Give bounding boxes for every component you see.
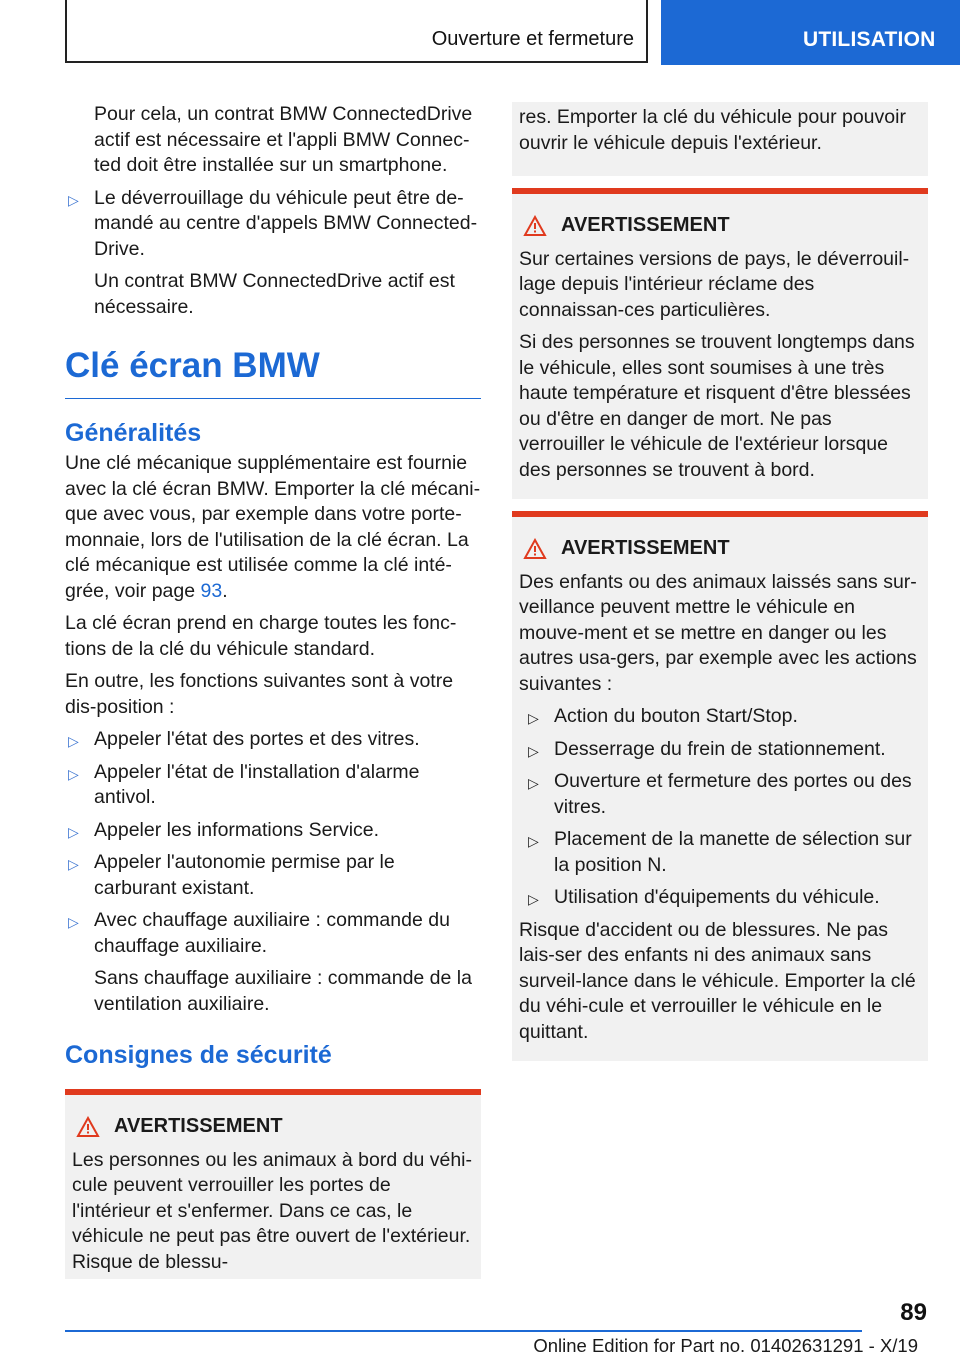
list-item	[65, 850, 481, 901]
left-column	[65, 102, 481, 1279]
list-item-note: Un contrat BMW ConnectedDrive actif est nécessaire.	[94, 270, 455, 318]
warning-text: Si des personnes se trouvent longtemps dans le véhicule, elles sont soumises à une très haute température et risquent d'être blessées ou d'être en danger de mort. Ne pas verrouiller le véhicule de l'extérieur lorsque des personnes se trouvent à bord.	[519, 331, 915, 481]
warning-box	[65, 1089, 481, 1279]
warning-box	[512, 188, 928, 499]
list-item-text: Le déverrouillage du véhicule peut être de-mandé au centre d'appels BMW Connected-Drive.	[94, 186, 478, 260]
chapter-tab	[661, 0, 960, 65]
warning-text: Des enfants ou des animaux laissés sans sur-veillance peuvent mettre le véhicule en mouve-ment et se mettre en danger ou les autres usa-gers, par exemple avec les actions suivantes :	[519, 570, 917, 695]
warning-title-text: AVERTISSEMENT	[561, 537, 730, 559]
list-item	[519, 704, 921, 730]
list-item-text: Placement de la manette de sélection sur la position N.	[554, 828, 912, 876]
list-item	[519, 769, 921, 820]
warning-text: res. Emporter la clé du véhicule pour pouvoir ouvrir le véhicule depuis l'extérieur.	[519, 106, 906, 154]
warning-text: Risque d'accident ou de blessures. Ne pas lais-ser des enfants ni des animaux sans surveil-lance dans le véhicule. Emporter la clé du véhi-cule et verrouiller le véhicule en le quittant.	[519, 918, 916, 1043]
list-item-text: Desserrage du frein de stationnement.	[554, 737, 886, 760]
footer-divider	[65, 1330, 862, 1332]
warning-title	[72, 1114, 474, 1140]
list-item-note: Sans chauffage auxiliaire : commande de la ventilation auxiliaire.	[94, 967, 472, 1015]
list-item-text: Utilisation d'équipements du véhicule.	[554, 886, 880, 908]
list-item	[519, 737, 921, 763]
page-number: 89	[900, 1299, 927, 1326]
warning-text: Sur certaines versions de pays, le déverrouil-lage depuis l'intérieur réclame des connaissan-ces particulières.	[519, 247, 910, 321]
warning-text: Les personnes ou les animaux à bord du véhi-cule peuvent verrouiller les portes de l'intérieur et s'enfermer. Dans ce cas, le véhicule ne peut pas être ouvert de l'extérieur. Risque de blessu-	[72, 1148, 472, 1273]
paragraph-end: .	[222, 579, 228, 602]
subsection-heading-general: Généralités	[65, 419, 202, 447]
warning-title	[519, 536, 921, 562]
triangle-bullet-icon: ▷	[528, 891, 539, 907]
paragraph-text: Une clé mécanique supplémentaire est fournie avec la clé écran BMW. Emporter la clé mécani-que avec vous, par exemple dans votre porte-monnaie, lors de l'utilisation de la clé écran. La clé mécanique est utilisée comme la clé inté-grée, voir page	[65, 452, 481, 602]
warning-triangle-icon	[76, 1116, 100, 1138]
page-link[interactable]: 93	[200, 579, 223, 602]
list-item	[65, 908, 481, 959]
subsection-heading-safety: Consignes de sécurité	[65, 1041, 332, 1069]
triangle-bullet-icon: ▷	[68, 733, 79, 749]
section-heading: Clé écran BMW	[65, 346, 481, 399]
paragraph	[65, 451, 481, 604]
list-item-text: Appeler l'état de l'installation d'alarme antivol.	[94, 760, 420, 808]
warning-title-text: AVERTISSEMENT	[561, 214, 730, 236]
warning-triangle-icon	[523, 538, 547, 560]
triangle-bullet-icon: ▷	[68, 823, 79, 840]
list-item	[65, 760, 481, 811]
list-item-text: Appeler les informations Service.	[94, 818, 380, 841]
warning-title	[519, 213, 921, 239]
warning-box-continuation	[512, 102, 928, 176]
right-column	[512, 102, 928, 1061]
list-item	[519, 885, 921, 911]
list-item-text: Appeler l'état des portes et des vitres.	[94, 728, 420, 750]
triangle-bullet-icon: ▷	[68, 914, 79, 930]
list-item-text: Action du bouton Start/Stop.	[554, 705, 798, 727]
list-item	[65, 186, 481, 263]
warning-box	[512, 511, 928, 1061]
list-item	[65, 818, 481, 844]
warning-triangle-icon	[523, 215, 547, 237]
list-item	[519, 827, 921, 878]
list-item-text: Appeler l'autonomie permise par le carburant existant.	[94, 851, 395, 899]
paragraph: En outre, les fonctions suivantes sont à votre dis-position :	[65, 670, 454, 718]
triangle-bullet-icon: ▷	[68, 191, 79, 208]
list-item-text: Avec chauffage auxiliaire : commande du chauffage auxiliaire.	[94, 909, 450, 957]
chapter-tab-label: UTILISATION	[803, 28, 936, 51]
triangle-bullet-icon: ▷	[528, 742, 539, 759]
edition-note: Online Edition for Part no. 01402631291 - X/19	[533, 1335, 918, 1356]
triangle-bullet-icon: ▷	[68, 765, 79, 782]
section-title: Ouverture et fermeture	[431, 28, 634, 50]
intro-continuation: Pour cela, un contrat BMW ConnectedDrive actif est nécessaire et l'appli BMW Connec-ted doit être installée sur un smartphone.	[94, 103, 473, 176]
triangle-bullet-icon: ▷	[528, 775, 539, 791]
triangle-bullet-icon: ▷	[528, 710, 539, 726]
list-item-text: Ouverture et fermeture des portes ou des vitres.	[554, 770, 912, 818]
warning-title-text: AVERTISSEMENT	[114, 1115, 283, 1137]
triangle-bullet-icon: ▷	[528, 833, 539, 849]
list-item	[65, 727, 481, 753]
paragraph: La clé écran prend en charge toutes les fonc-tions de la clé du véhicule standard.	[65, 612, 457, 660]
triangle-bullet-icon: ▷	[68, 856, 79, 872]
